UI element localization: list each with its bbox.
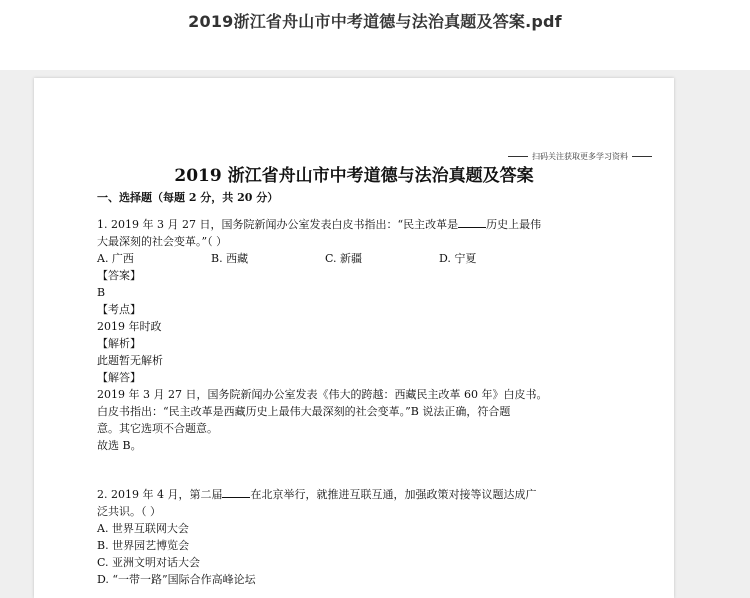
q1-solution-line3: 意。其它选项不合题意。	[97, 422, 218, 435]
section-heading: 一、选择题（每题 2 分，共 20 分）	[97, 191, 279, 204]
q1-answer: B	[97, 286, 106, 299]
promo-rule-right	[632, 156, 652, 157]
q2-option-a: A. 世界互联网大会	[97, 522, 189, 535]
q1-solution-line4: 故选 B。	[97, 439, 142, 452]
q1-stem-b: 历史上最伟	[486, 218, 542, 231]
file-title: 2019浙江省舟山市中考道德与法治真题及答案.pdf	[188, 12, 562, 31]
q1-point-label: 【考点】	[97, 303, 141, 316]
viewer-header	[0, 0, 750, 70]
q1-stem-line2: 大最深刻的社会变革。”（ ）	[97, 235, 228, 248]
q1-stem-a: 1. 2019 年 3 月 27 日，国务院新闻办公室发表白皮书指出：“民主改革是	[97, 218, 459, 231]
q1-option-b: B. 西藏	[211, 252, 249, 265]
q1-option-d: D. 宁夏	[439, 252, 477, 265]
q1-analysis-label: 【解析】	[97, 337, 141, 350]
q2-stem-line2: 泛共识。（ ）	[97, 505, 161, 518]
q1-options	[97, 250, 587, 267]
q1-solution-line1: 2019 年 3 月 27 日，国务院新闻办公室发表《伟大的跨越：西藏民主改革 60 年》白皮书。	[97, 388, 548, 401]
q1-option-c: C. 新疆	[325, 252, 363, 265]
q2-option-b: B. 世界园艺博览会	[97, 539, 190, 552]
q1-point: 2019 年时政	[97, 320, 162, 333]
document-title: 2019 浙江省舟山市中考道德与法治真题及答案	[174, 166, 534, 186]
q2-stem-a: 2. 2019 年 4 月，第二届	[97, 488, 223, 501]
promo-rule-left	[508, 156, 528, 157]
q1-stem-line1	[97, 216, 587, 233]
document-body	[97, 189, 587, 588]
q2-blank	[222, 487, 250, 498]
q2-option-c: C. 亚洲文明对话大会	[97, 556, 201, 569]
q1-solution-label: 【解答】	[97, 371, 141, 384]
q1-solution-line2: 白皮书指出：“民主改革是西藏历史上最伟大最深刻的社会变革。”B 说法正确，符合题	[97, 405, 511, 418]
q1-blank	[458, 217, 486, 228]
q1-option-a: A. 广西	[97, 252, 134, 265]
q1-answer-label: 【答案】	[97, 269, 141, 282]
q2-stem-line1	[97, 486, 587, 503]
q1-analysis: 此题暂无解析	[97, 354, 163, 367]
promo-text: 扫码关注获取更多学习资料	[532, 152, 628, 161]
q2-stem-b: 在北京举行，就推进互联互通，加强政策对接等议题达成广	[250, 488, 537, 501]
q2-option-d: D. “一带一路”国际合作高峰论坛	[97, 573, 256, 586]
